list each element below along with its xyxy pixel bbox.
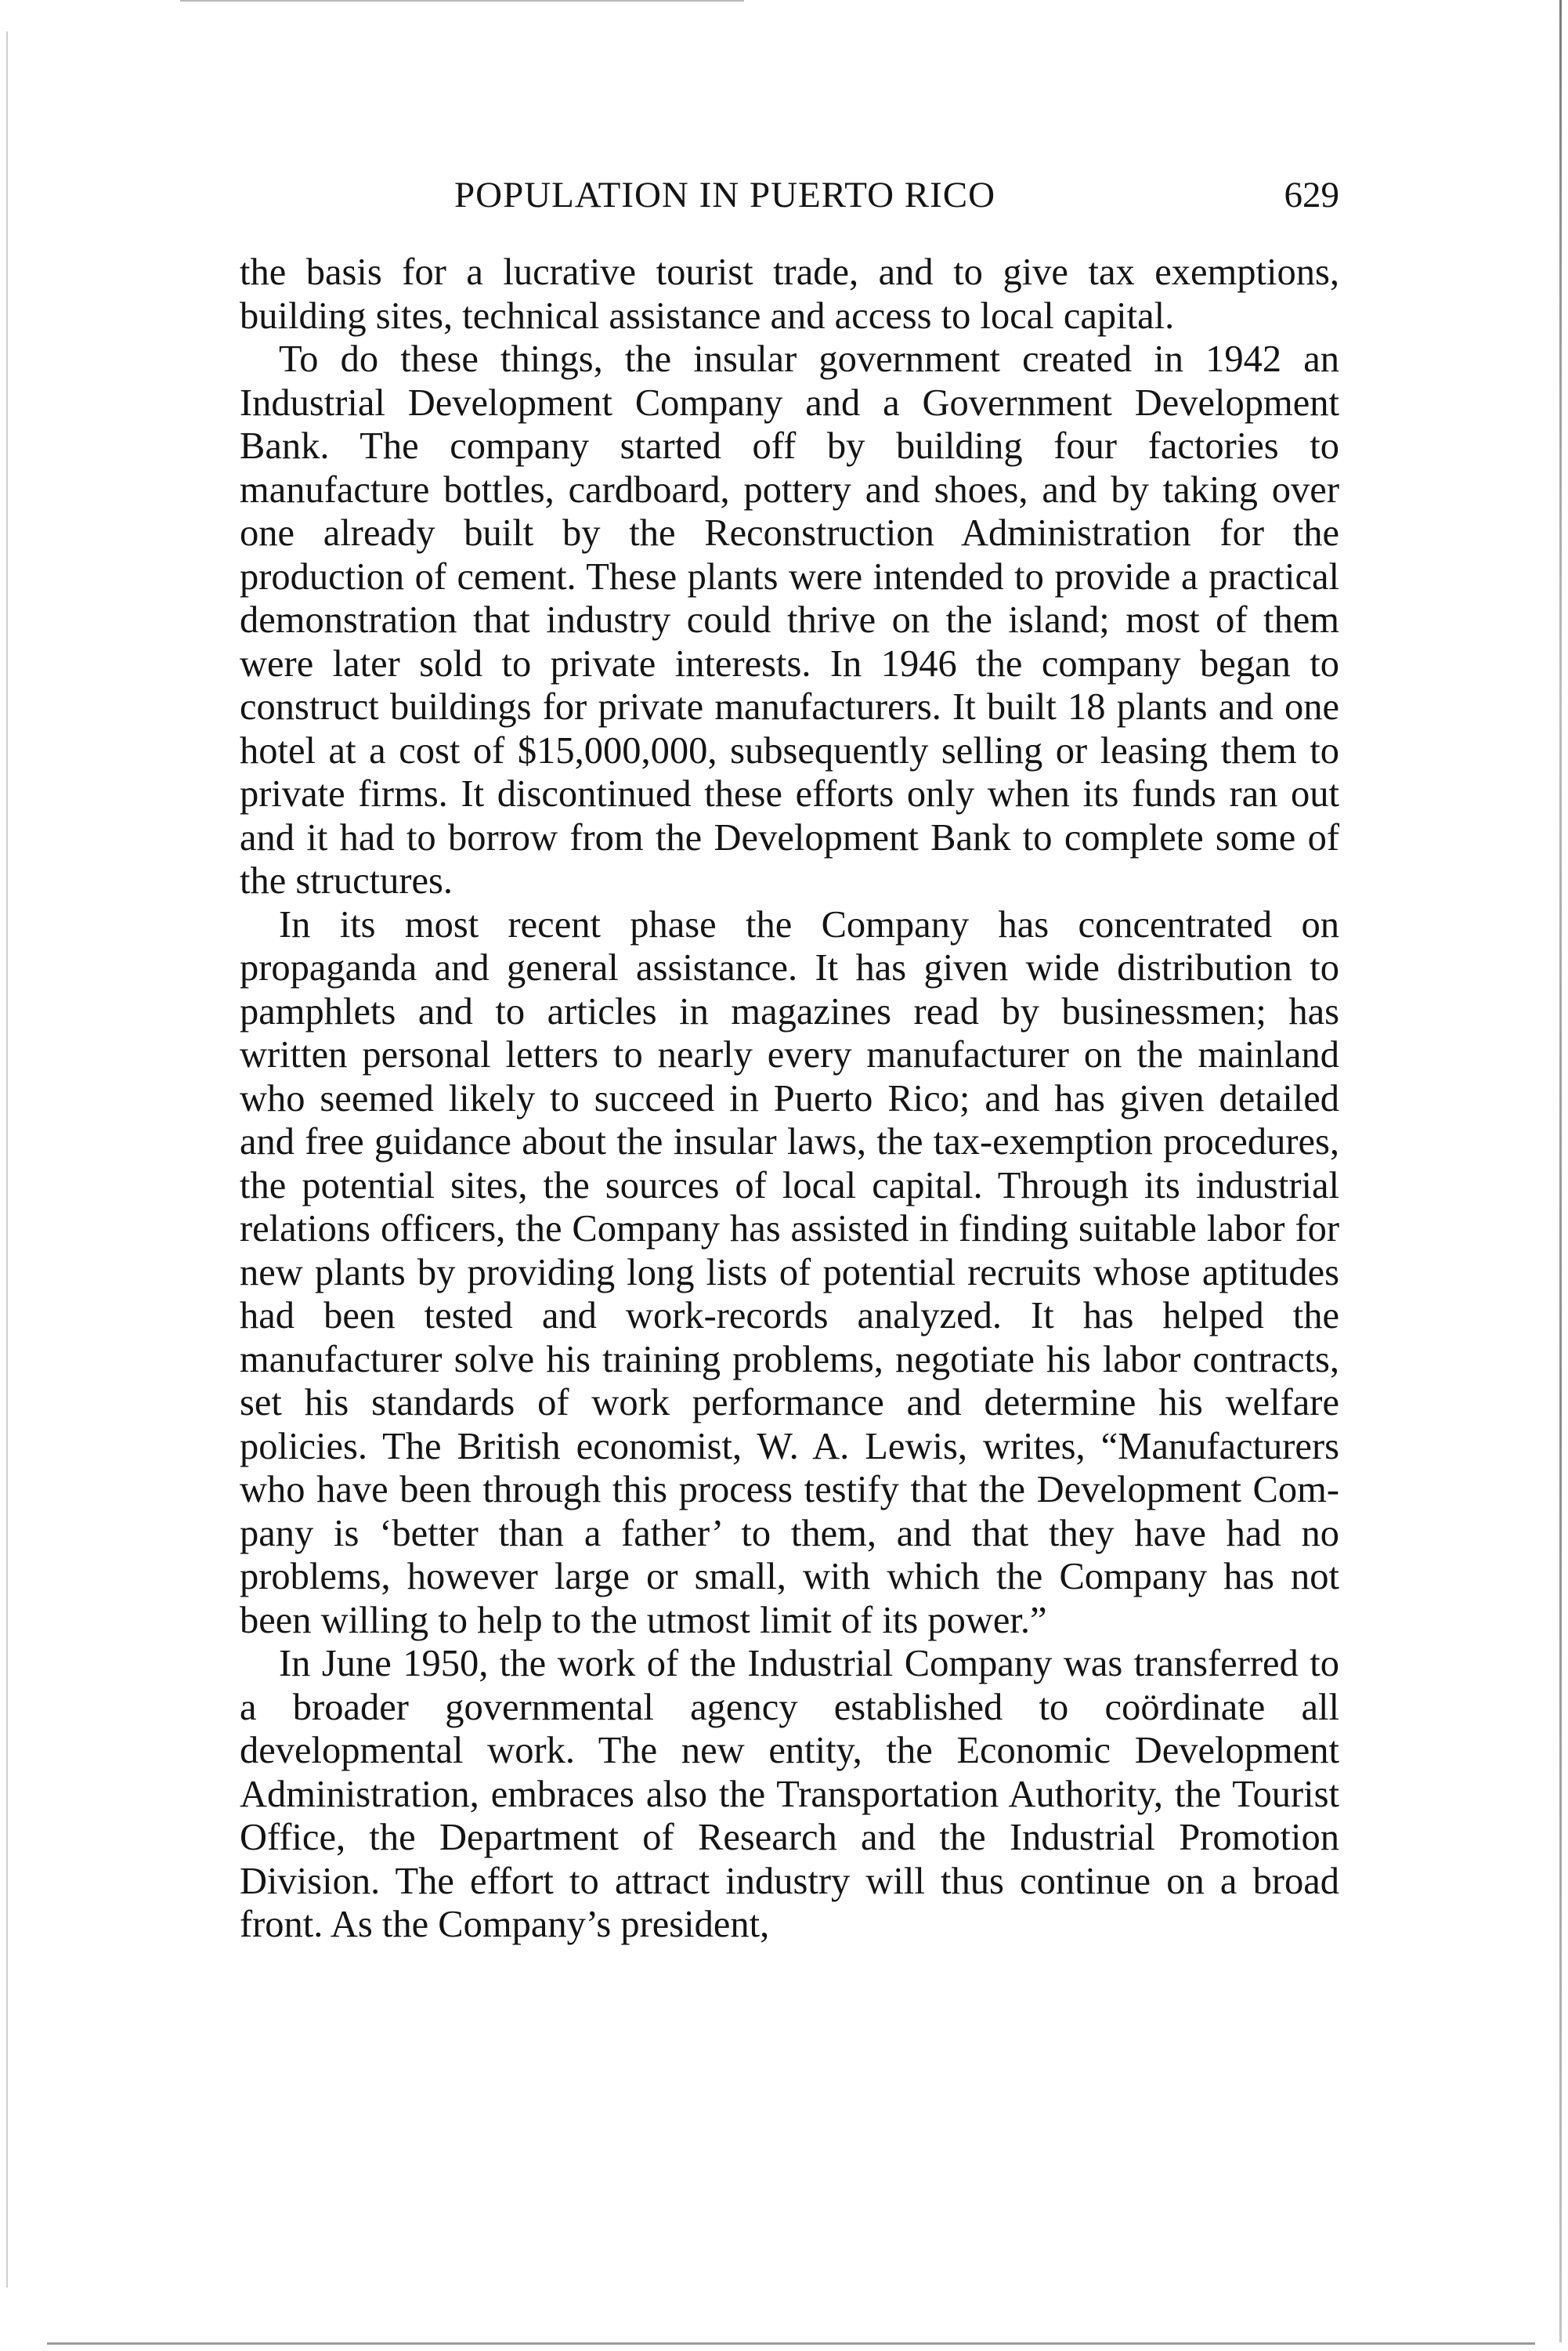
body-text bbox=[240, 251, 1339, 1947]
paragraph-1: the basis for a lucrative tourist trade, and to give tax exemptions, building sites, technical assistance and access to local capital. bbox=[240, 251, 1339, 337]
paragraph-3: In its most recent phase the Company has concentrated on propaganda and general assistance. It has given wide distribution to pamphlets and to articles in magazines read by businessmen; has written personal letters to nearly every manufacturer on the mainland who seemed likely to succeed in Puerto Rico; and has given detailed and free guidance about the insular laws, the tax-exemption procedures, the potential sites, the sources of local capital. Through its industrial relations officers, the Company has assisted in finding suitable labor for new plants by providing long lists of potential recruits whose aptitudes had been tested and work-records analyzed. It has helped the manufacturer solve his training problems, negotiate his labor contracts, set his standards of work performance and determine his welfare policies. The British economist, W. A. Lewis, writes, “Manufacturers who have been through this process testify that the Development Company is ‘better than a father’ to them, and that they have had no problems, however large or small, with which the Company has not been willing to help to the utmost limit of its power.” bbox=[240, 903, 1339, 1641]
scan-edge-top bbox=[180, 0, 744, 2]
paragraph-2: To do these things, the insular government created in 1942 an Industrial Development Company and a Government Development Bank. The company started off by building four factories to manufacture bottles, cardboard, pottery and shoes, and by taking over one already built by the Reconstruction Administration for the production of cement. These plants were intended to provide a practical demonstration that industry could thrive on the island; most of them were later sold to private interests. In 1946 the company began to construct buildings for private manufacturers. It built 18 plants and one hotel at a cost of $15,000,000, subsequently selling or leasing them to private firms. It discontinued these efforts only when its funds ran out and it had to borrow from the Development Bank to complete some of the structures. bbox=[240, 338, 1339, 902]
scan-edge-right bbox=[1559, 0, 1562, 2342]
running-title: POPULATION IN PUERTO RICO bbox=[454, 175, 996, 215]
scan-edge-left bbox=[6, 31, 8, 2288]
running-head bbox=[243, 174, 1339, 221]
page-number: 629 bbox=[1284, 175, 1339, 215]
paragraph-4: In June 1950, the work of the Industrial Company was transferred to a broader governmental agency established to coördinate all developmental work. The new entity, the Economic Development Administration, embraces also the Transportation Authority, the Tourist Office, the Department of Research and the Industrial Promotion Division. The effort to attract industry will thus continue on a broad front. As the Company’s president, bbox=[240, 1643, 1339, 1945]
scan-edge-bottom bbox=[47, 2342, 1535, 2345]
